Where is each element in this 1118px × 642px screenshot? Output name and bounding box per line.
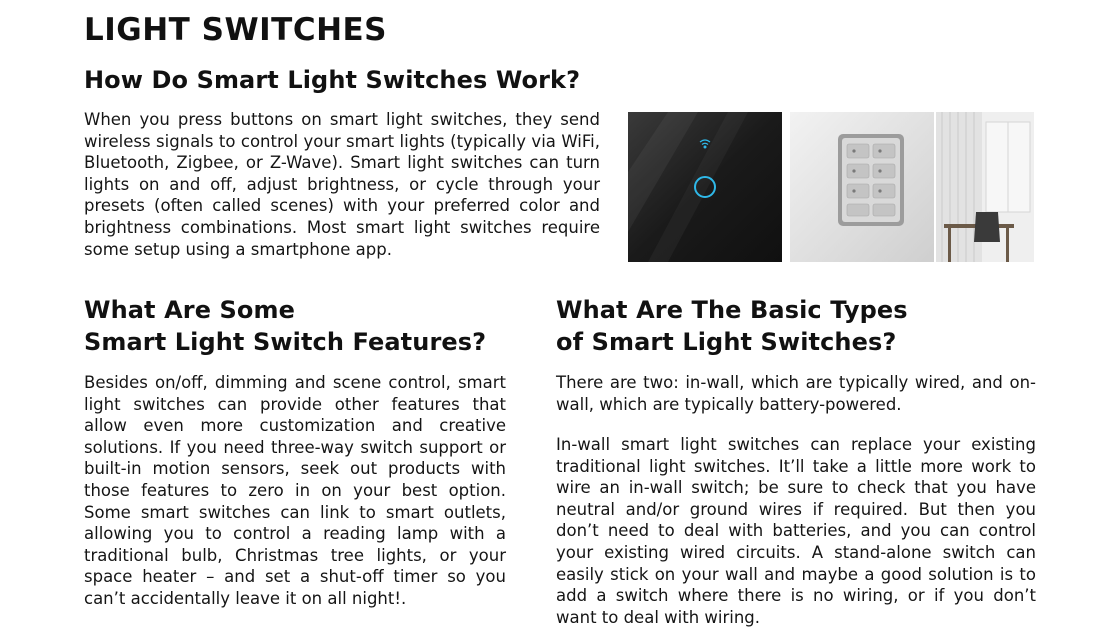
features-heading [84,294,486,358]
button-panel-photo [790,112,934,262]
types-heading [556,294,908,358]
page-title: LIGHT SWITCHES [84,12,388,48]
room-interior-photo [936,112,1034,262]
types-body-detail: In-wall smart light switches can replace your existing traditional light switches. It’ll take a little more work to wire an in-wall switch; be sure to check that you have neutral and/or ground wires if required. But then you don’t need to deal with batteries, and you can control your existing wired circuits. A stand-alone switch can easily stick on your wall and maybe a good solution is to add a switch where there is no wiring, or if you don’t want to deal with wiring. [556,435,1036,627]
features-body: Besides on/off, dimming and scene control, smart light switches can provide other features that allow even more customization and creative solutions. If you need three-way switch support or built-in motion sensors, seek out products with those features to zero in on your best option. Some smart switches can link to smart outlets, allowing you to control a reading lamp with a traditional bulb, Christmas tree lights, or your space heater – and set a shut-off timer so you can’t accidentally leave it on all night!. [84,373,506,608]
features-heading-line2: Smart Light Switch Features? [84,328,487,356]
how-heading: How Do Smart Light Switches Work? [84,66,581,94]
features-heading-line1: What Are Some [84,296,295,324]
how-body: When you press buttons on smart light switches, they send wireless signals to control your smart lights (typically via WiFi, Bluetooth, Zigbee, or Z-Wave). Smart light switches can turn lights on and off, adjust brightness, or cycle through your presets (often called scenes) with your preferred color and brightness combinations. Most smart light switches require some setup using a smartphone app. [84,110,600,259]
types-body-intro: There are two: in-wall, which are typically wired, and on-wall, which are typically battery-powered. [556,373,1036,414]
touch-switch-photo [628,112,782,262]
types-heading-line2: of Smart Light Switches? [556,328,897,356]
types-heading-line1: What Are The Basic Types [556,296,908,324]
